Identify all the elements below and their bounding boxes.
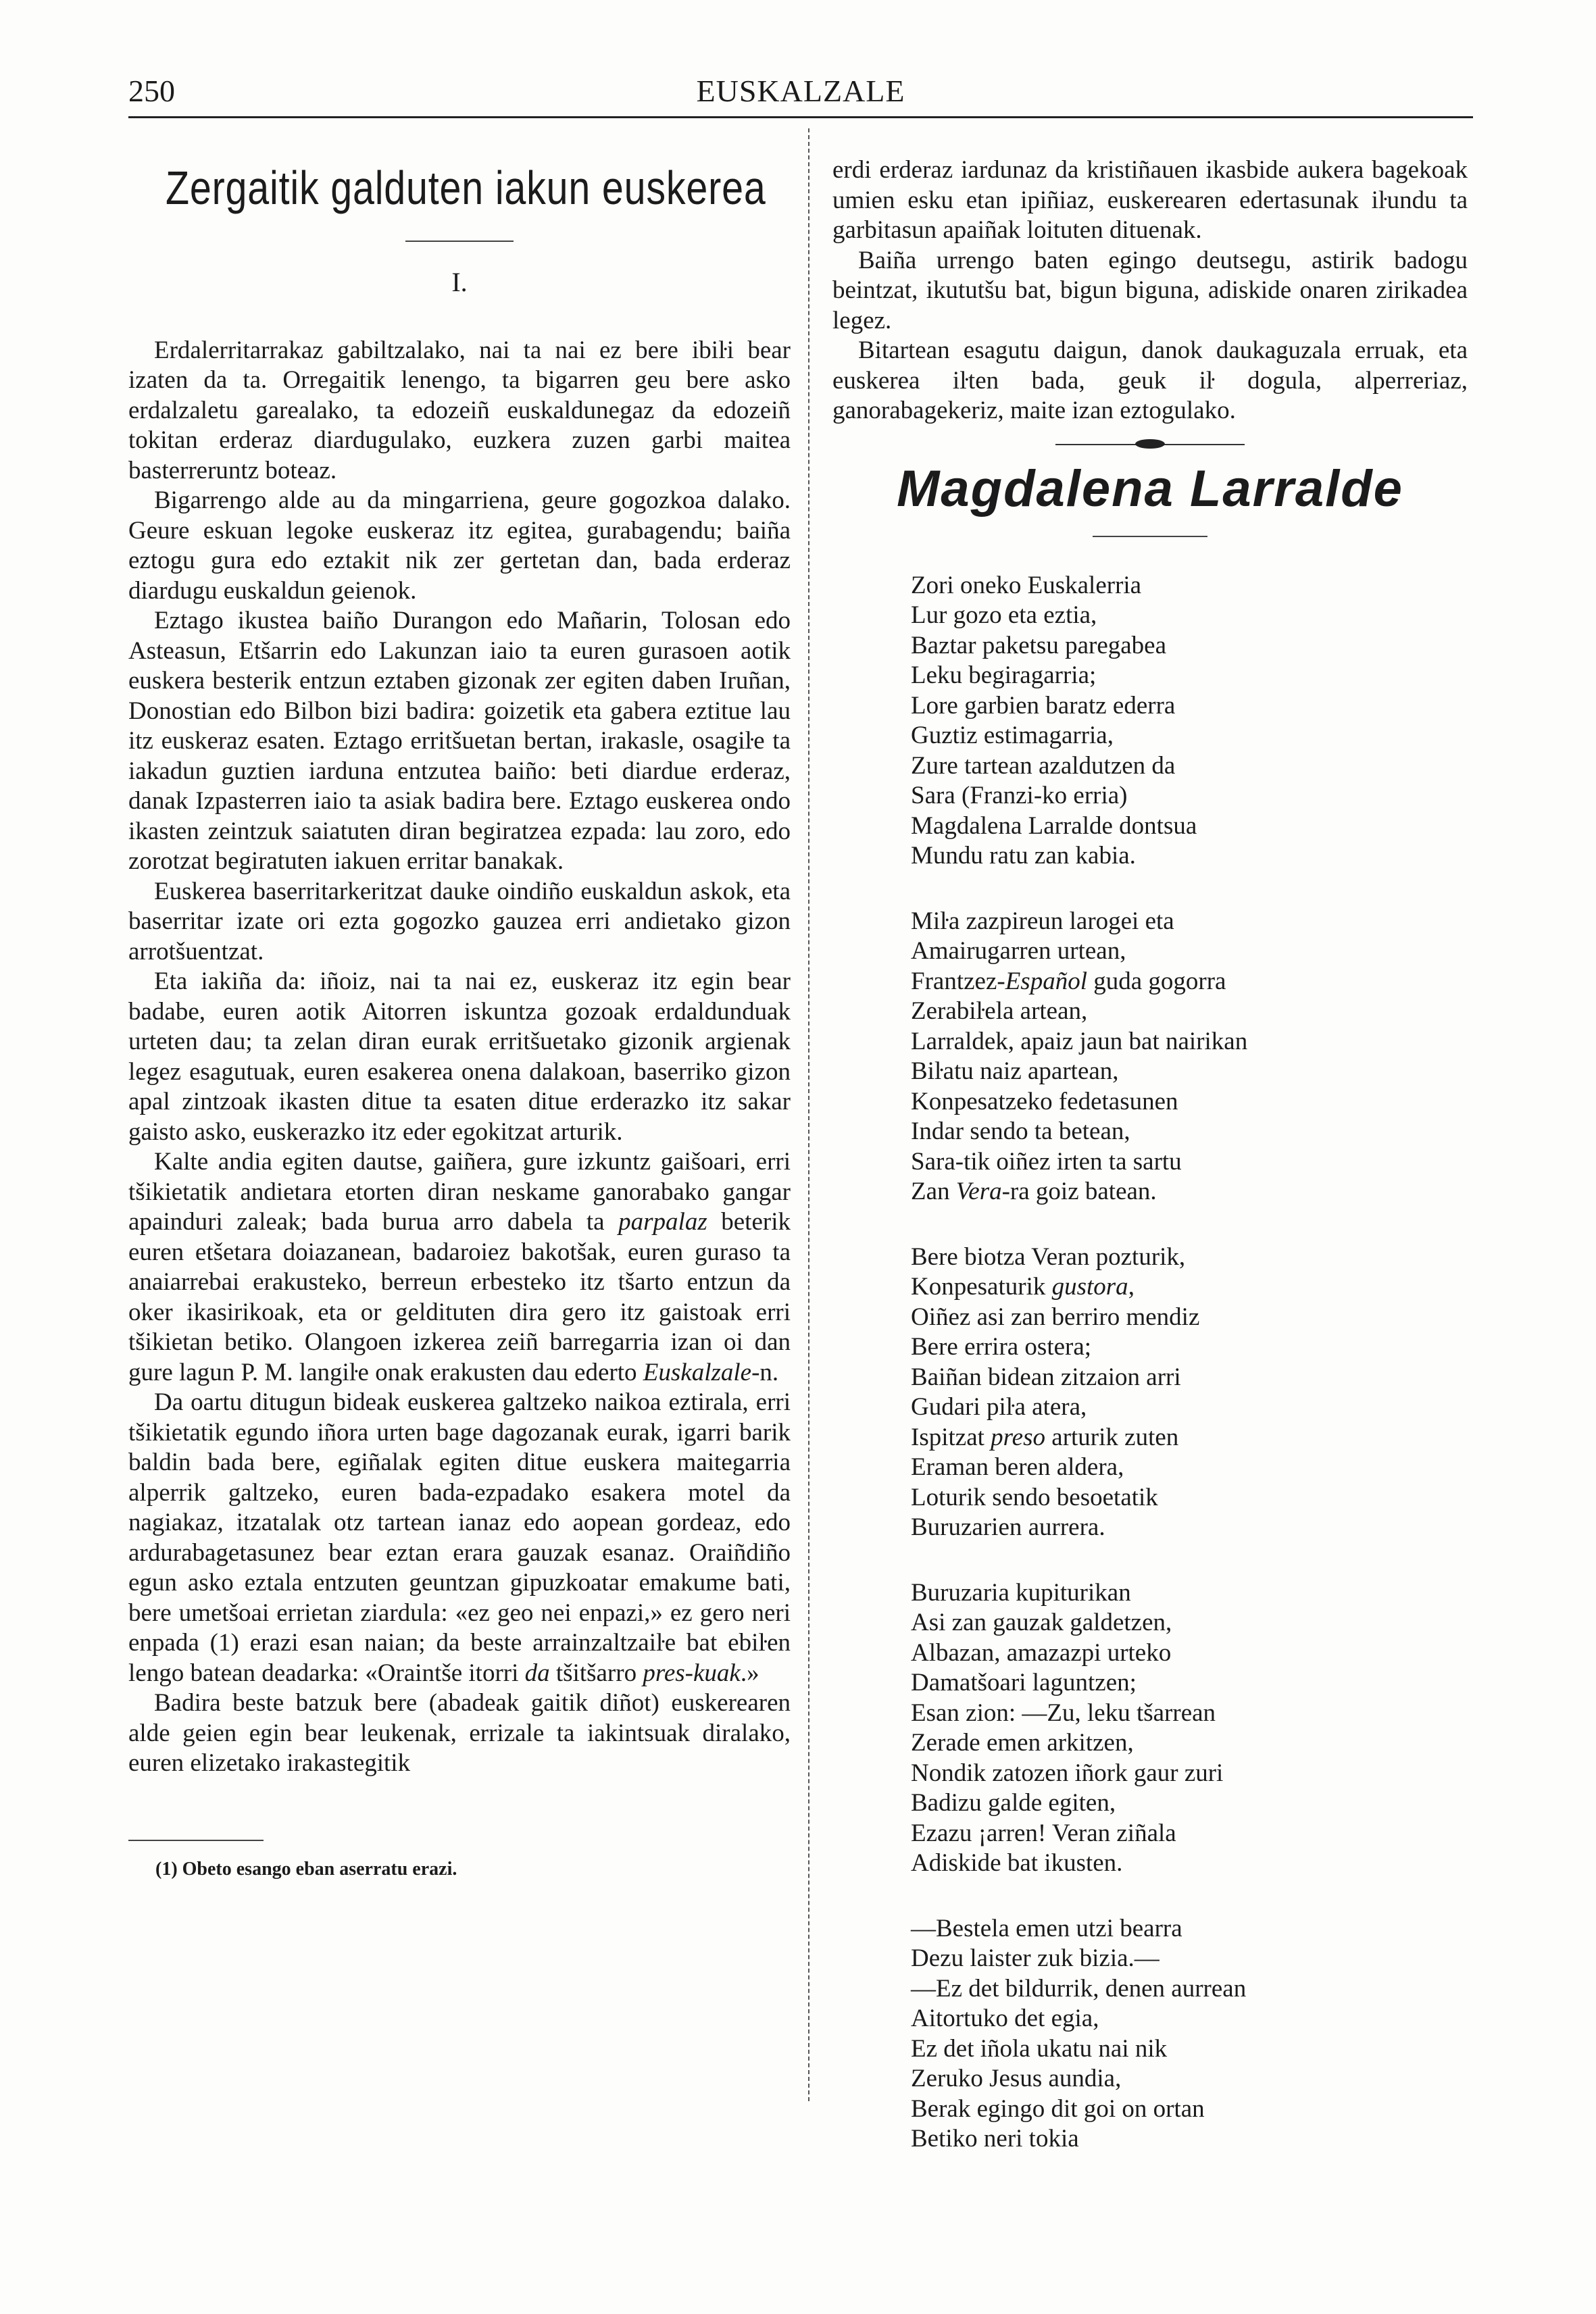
continuation-paragraph: Bitartean esagutu daigun, danok daukaguzala erruak, eta euskerea iŀten bada, geuk iŀ dogula, alperreriaz, ganorabagekeriz, maite izan eztogulako.	[832, 336, 1468, 424]
article-paragraph: Eztago ikustea baiño Durangon edo Mañarin, Tolosan edo Asteasun, Etšarrin edo Lakunzan iaio ta euren gurasoen aotik euskera besterik entzun eztaben gizonak zer egiten daben Iruñan, Donostian edo Bilbon bizi badira: goizetik eta gabera eztitue lau itz euskeraz esaten. Eztago erritšuetan bertan, irakasle, osagiŀe ta iakadun guztien iarduna entzutea baiño: beti diardue erderaz, danak Izpasterren iaio ta asiak badira bere. Eztago euskerea ondo ikasten zeintzuk saiatuten diran begiratzea ezpada: lau zoro, edo zorotzat begiratuten iakuen erritar banakak.	[128, 607, 791, 875]
poem-line: —Ez det bildurrik, denen aurrean	[911, 1974, 1247, 2003]
italic-phrase: preso	[991, 1423, 1046, 1451]
poem-line: Ispitzat preso arturik zuten	[911, 1423, 1179, 1451]
poem-line: Sara (Franzi-ko erria)	[911, 782, 1128, 809]
header-rule	[128, 116, 1473, 118]
poem-line: Oiñez asi zan berriro mendiz	[911, 1303, 1200, 1331]
poem-line: Baztar paketsu paregabea	[911, 631, 1167, 659]
poem-line: Leku begiragarria;	[911, 661, 1097, 689]
continuation-paragraph: erdi erderaz iardunaz da kristiñauen ikasbide aukera bagekoak umien esku etan ipiñiaz, euskerearen edertasunak iŀundu ta garbitasun apaiñak loituten dituenak.	[832, 156, 1468, 244]
article-body	[128, 336, 791, 1779]
poem-line: Indar sendo ta betean,	[911, 1117, 1130, 1145]
poem-line: Buruzaria kupiturikan	[911, 1578, 1131, 1607]
poem-line: Loturik sendo besoetatik	[911, 1483, 1158, 1511]
poem-stanza	[911, 907, 1468, 1207]
poem-line: Zure tartean azaldutzen da	[911, 751, 1176, 780]
poem-line: Magdalena Larralde dontsua	[911, 811, 1197, 840]
italic-phrase: pres-kuak	[643, 1659, 741, 1687]
article-paragraph: Eta iakiña da: iñoiz, nai ta nai ez, euskeraz itz egin bear badabe, euren aotik Aitorren iskuntza gozoak erdaldunduak urteten dau; ta zelan diran eurak erritšuetako gizonik argienak legez esagutuak, euren esakerea onena dalakoan, baserriko gizon apal zintzoak ikasten ditue ta esaten ditue erderazko itz sakar gaisto asko, euskerazko itz eder egokitzat arturik.	[128, 967, 791, 1146]
poem-line: Ez det iñola ukatu nai nik	[911, 2034, 1168, 2063]
poem-line: Aitortuko det egia,	[911, 2005, 1099, 2032]
poem-line: Buruzarien aurrera.	[911, 1513, 1105, 1541]
left-column	[128, 155, 791, 1884]
poem-line: Zerabiŀela artean,	[911, 997, 1088, 1025]
right-column	[832, 155, 1468, 2190]
poem-body	[911, 571, 1468, 2155]
poem-line: Frantzez-Español guda gogorra	[911, 967, 1226, 995]
italic-phrase: Español	[1005, 967, 1087, 995]
poem-stanza	[911, 571, 1468, 872]
page-header	[128, 73, 1473, 120]
poem-line: Zeruko Jesus aundia,	[911, 2065, 1122, 2092]
poem-line: Esan zion: —Zu, leku tšarrean	[911, 1699, 1216, 1727]
italic-phrase: Vera	[955, 1178, 1002, 1205]
article-paragraph: Bigarrengo alde au da mingarriena, geure gogozkoa dalako. Geure eskuan legoke euskeraz itz egitea, gurabagendu; baiña eztogu gura edo eztakit nik zer gertetan dan, bada erderaz diardugu euskaldun geienok.	[128, 486, 791, 605]
poem-line: Miŀa zazpireun larogei eta	[911, 907, 1174, 935]
poem-stanza	[911, 1242, 1468, 1543]
poem-line: Baiñan bidean zitzaion arri	[911, 1363, 1181, 1391]
poem-line: Zori oneko Euskalerria	[911, 571, 1142, 599]
poem-line: Biŀatu naiz apartean,	[911, 1057, 1119, 1085]
footnote: (1) Obeto esango eban aserratu erazi.	[155, 1858, 457, 1880]
poem-stanza	[911, 1578, 1468, 1879]
poem-line: Mundu ratu zan kabia.	[911, 842, 1136, 870]
poem-line: Asi zan gauzak galdetzen,	[911, 1609, 1172, 1636]
italic-phrase: gustora	[1051, 1273, 1128, 1301]
poem-title-rule	[1093, 536, 1207, 537]
poem-line: Gudari piŀa atera,	[911, 1393, 1087, 1421]
continuation-paragraph: Baiña urrengo baten egingo deutsegu, astirik badogu beintzat, ikututšu bat, bigun biguna, adiskide onaren zirikadea legez.	[832, 246, 1468, 334]
article-paragraph: Da oartu ditugun bideak euskerea galtzeko naikoa eztirala, erri tšikietatik egundo iñora urten bage dagozanak eurak, igarri barik baldin bada bere, egiñalak egiten ditue euskera maitegarria alperrik galtzeko, euren bada-ezpadako esakera motel da nagiakaz, itzatalak otz tartean ianaz edo aopean gordeaz, edo ardurabagetasunez bear eztan erara gauzak esanaz. Oraiñdiño egun asko eztala entzuten geuntzan gipuzkoatar emakume bati, bere umetšoai errietan ziardula: «ez geo nei enpazi,» ez gero neri enpada (1) erazi esan naian; da beste arrainzaltzaiŀe bat ebiŀen lengo batean deadarka: «Oraintše itorri da tšitšarro pres-kuak.»	[128, 1388, 791, 1687]
poem-line: —Bestela emen utzi bearra	[911, 1914, 1182, 1942]
poem-line: Bere biotza Veran pozturik,	[911, 1242, 1186, 1271]
poem-line: Amairugarren urtean,	[911, 937, 1126, 965]
poem-line: Konpesatzeko fedetasunen	[911, 1087, 1178, 1115]
italic-phrase: Euskalzale	[643, 1358, 752, 1386]
poem-stanza	[911, 1914, 1468, 2155]
poem-line: Eraman beren aldera,	[911, 1453, 1124, 1481]
column-divider	[808, 128, 809, 2101]
article-paragraph: Euskerea baserritarkeritzat dauke oindiño euskaldun askok, eta baserritar izate ori ezta gogozko gauzea erri andietako gizon arrotšuentzat.	[128, 877, 791, 965]
poem-line: Berak egingo dit goi on ortan	[911, 2094, 1205, 2123]
article-paragraph: Erdalerritarrakaz gabiltzalako, nai ta nai ez bere ibiŀi bear izaten da ta. Orregaitik lenengo, ta bigarren geu bere asko erdalzaletu garealako, ta edozeiñ euskaldunegaz da edozeiñ tokitan erderaz diardugulako, euzkera zuzen garbi maitea basterreruntz boteaz.	[128, 336, 791, 484]
article-paragraph: Kalte andia egiten dautse, gaiñera, gure izkuntz gaišoari, erri tšikietatik andietara etorten diran neskame ganorabako gangar apainduri zaleak; bada burua arro dabela ta parpalaz beterik euren etšetara doiazanean, badaroiez bakotšak, euren guraso ta anaiarrebai erakusteko, berreun erbesteko itz tšarto entzun da oker ikasirikoak, eta or geldituten dira gero itz gaistoak erri tšikietan betiko. Olangoen izkerea zeiñ barregarria izan oi dan gure lagun P. M. langiŀe onak erakusten dau ederto Euskalzale-n.	[128, 1148, 791, 1386]
poem-line: Damatšoari laguntzen;	[911, 1669, 1137, 1696]
poem-line: Ezazu ¡arren! Veran ziñala	[911, 1819, 1176, 1847]
poem-line: Bere errira ostera;	[911, 1333, 1092, 1361]
italic-phrase: da	[524, 1659, 550, 1687]
end-ornament	[1055, 444, 1245, 445]
poem-line: Dezu laister zuk bizia.—	[911, 1944, 1159, 1972]
poem-line: Konpesaturik gustora,	[911, 1273, 1134, 1301]
running-head: EUSKALZALE	[696, 74, 905, 108]
article-continuation	[832, 155, 1468, 426]
poem-title: Magdalena Larralde	[897, 459, 1403, 518]
article-paragraph: Badira beste batzuk bere (abadeak gaitik diñot) euskerearen alde geien egin bear leukenak, errizale ta iakintsuak diralako, euren elizetako irakastegitik	[128, 1689, 791, 1777]
poem-line: Zerade emen arkitzen,	[911, 1729, 1134, 1757]
poem-line: Guztiz estimagarria,	[911, 722, 1114, 749]
poem-line: Sara-tik oiñez irten ta sartu	[911, 1147, 1182, 1176]
poem-line: Zan Vera-ra goiz batean.	[911, 1178, 1157, 1205]
poem-line: Betiko neri tokia	[911, 2125, 1079, 2153]
italic-phrase: parpalaz	[618, 1208, 707, 1236]
section-number: I.	[451, 267, 468, 297]
poem-line: Badizu galde egiten,	[911, 1789, 1116, 1817]
poem-line: Albazan, amazazpi urteko	[911, 1638, 1172, 1667]
poem-line: Larraldek, apaiz jaun bat nairikan	[911, 1027, 1248, 1055]
poem-line: Nondik zatozen iñork gaur zuri	[911, 1759, 1224, 1787]
article-title: Zergaitik galduten iakun euskerea	[166, 161, 766, 214]
poem-line: Adiskide bat ikusten.	[911, 1849, 1123, 1877]
poem-line: Lore garbien baratz ederra	[911, 691, 1176, 720]
footnote-rule	[128, 1840, 264, 1841]
title-ornament	[405, 241, 514, 242]
poem-line: Lur gozo eta eztia,	[911, 601, 1097, 629]
page-number: 250	[128, 74, 175, 108]
